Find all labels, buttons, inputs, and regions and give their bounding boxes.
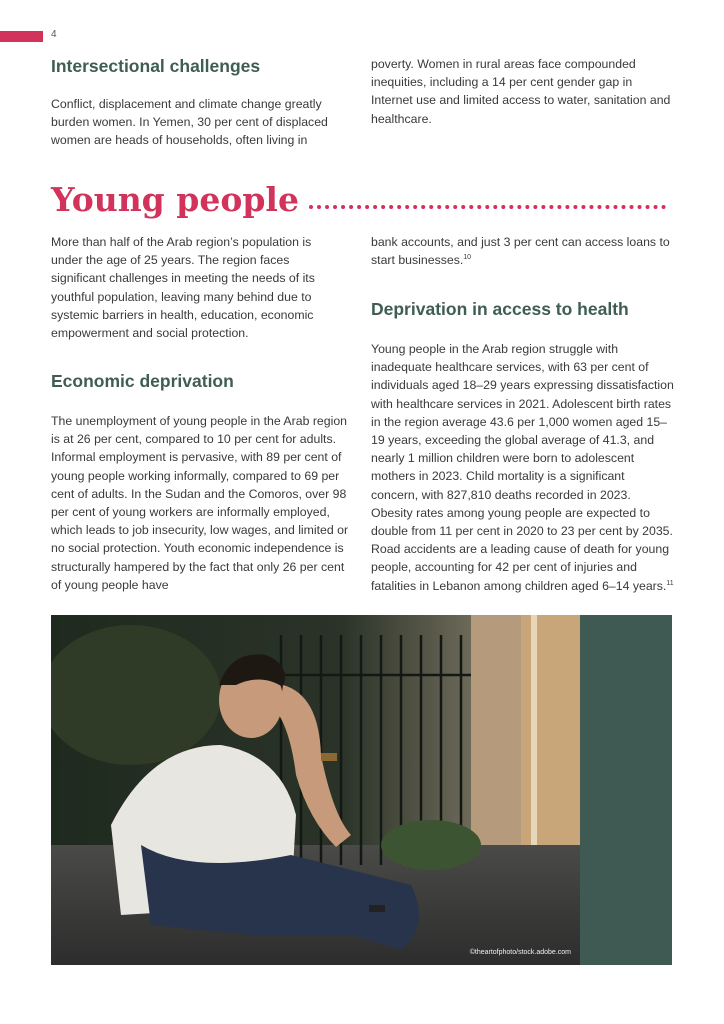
young-people-title-text: Young people xyxy=(51,180,299,219)
intersectional-right-paragraph: poverty. Women in rural areas face compounded inequities, including a 14 per cent gender gap in Internet use and limited access to water, sanitation and healthcare. xyxy=(371,57,671,126)
economic-continued-paragraph xyxy=(371,233,671,269)
health-deprivation-heading: Deprivation in access to health xyxy=(371,299,629,319)
intersectional-left-paragraph: Conflict, displacement and climate change greatly burden women. In Yemen, 30 per cent of displaced women are heads of households, often living in xyxy=(51,97,328,148)
footnote-ref-10: 10 xyxy=(463,254,472,262)
photo-credit: ©theartofphoto/stock.adobe.com xyxy=(469,949,571,956)
health-deprivation-text: Young people in the Arab region struggle with inadequate healthcare services, with 63 per cent of individuals aged 18–29 years expressing dissatisfaction with healthcare services in 2021. Adolescent birth rates in the region average 43.6 per 1,000 women aged 15–19 years, exceeding the global average of 41.3, and nearly 1 million children were born to adolescent mothers in 2023. Child mortality is a significant concern, with 827,810 deaths recorded in 2023. Obesity rates among young people are expected to double from 11 per cent in 2020 to 23 per cent by 2035. Road accidents are a leading cause of death for young people, accounting for 42 per cent of injuries and fatalities in Lebanon among children aged 6–14 years. xyxy=(371,342,674,593)
economic-deprivation-paragraph: The unemployment of young people in the Arab region is at 26 per cent, compared to 10 per cent for adults. Informal employment is pervasive, with 89 per cent of young people working informally, compared to 69 per cent of adults. In the Sudan and the Comoros, over 98 per cent of young workers are informally employed, which leads to job insecurity, low wages, and limited or no social protection. Youth economic independence is structurally hampered by the fact that only 26 per cent of young people have xyxy=(51,414,349,592)
title-dotted-rule xyxy=(309,205,666,209)
young-people-title xyxy=(51,172,666,219)
footnote-ref-11: 11 xyxy=(666,579,674,587)
page-number: 4 xyxy=(51,29,57,40)
health-deprivation-paragraph xyxy=(371,340,675,595)
economic-continued-text: bank accounts, and just 3 per cent can access loans to start businesses. xyxy=(371,235,670,268)
page-marker-bar xyxy=(0,31,43,42)
young-people-intro: More than half of the Arab region’s population is under the age of 25 years. The region faces significant challenges in meeting the needs of its youthful population, leaving many behind due to systemic barriers in health, education, economic empowerment and social protection. xyxy=(51,235,315,341)
economic-deprivation-heading: Economic deprivation xyxy=(51,371,234,391)
photo-panel xyxy=(51,615,672,965)
young-man-photo xyxy=(51,615,672,965)
intersectional-heading: Intersectional challenges xyxy=(51,56,261,76)
